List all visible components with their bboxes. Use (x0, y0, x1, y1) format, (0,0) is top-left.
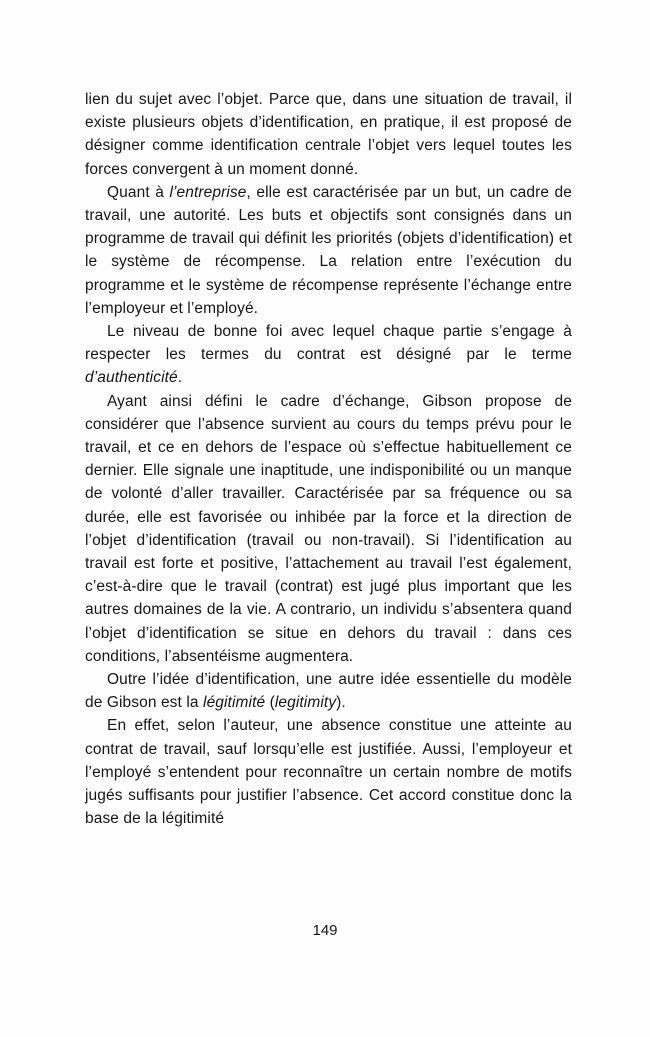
text-segment: . (177, 369, 183, 387)
italic-text-segment: légitimité (203, 694, 266, 712)
paragraph (85, 714, 572, 830)
italic-text-segment: d’authenticité (85, 369, 178, 387)
page-text (85, 88, 572, 831)
paragraph (85, 390, 572, 668)
italic-text-segment: legitimity (274, 694, 337, 712)
text-segment: ). (336, 694, 346, 712)
text-segment: Quant à (107, 183, 170, 201)
italic-text-segment: l’entreprise (169, 183, 247, 201)
text-segment: En effet, selon l’auteur, une absence constitue une atteinte au contrat de travail, sauf lorsqu’elle est justifiée. Aussi, l’employeur et l’employé s’entendent pour reconnaître un certain nombre de motifs jugés suffisants pour justifier l’absence. Cet accord constitue donc la base de la légitimité (85, 717, 572, 828)
text-segment: Ayant ainsi défini le cadre d’échange, Gibson propose de considérer que l’absence survient au cours du temps prévu pour le travail, et ce en dehors de l’espace où s’effectue habituellement ce dernier. Elle signale une inaptitude, une indisponibilité ou un manque de volonté d’aller travailler. Caractérisée par sa fréquence ou sa durée, elle est favorisée ou inhibée par la force et la direction de l’objet d’identification (travail ou non-travail). Si l’identification au travail est forte et positive, l’attachement au travail l’est également, c’est-à-dire que le travail (contrat) est jugé plus important que les autres domaines de la vie. A contrario, un individu s’absentera quand l’objet d’identification se situe en dehors du travail : dans ces conditions, l’absentéisme augmentera. (85, 392, 572, 665)
paragraph (85, 320, 572, 390)
paragraph (85, 88, 572, 181)
text-segment: Le niveau de bonne foi avec lequel chaque partie s’engage à respecter les termes du contrat est désigné par le terme (85, 323, 572, 364)
text-segment: ( (265, 694, 275, 712)
paragraph (85, 181, 572, 320)
text-segment: Outre l’idée d’identification, une autre idée essentielle du modèle de Gibson est la (85, 671, 572, 712)
text-segment: , elle est caractérisée par un but, un cadre de travail, une autorité. Les buts et objectifs sont consignés dans un programme de travail qui définit les priorités (objets d’identification) et le système de récompense. La relation entre l’exécution du programme et le système de récompense représente l’échange entre l’employeur et l’employé. (85, 183, 572, 317)
text-segment: lien du sujet avec l’objet. Parce que, dans une situation de travail, il existe plusieurs objets d’identification, en pratique, il est proposé de désigner comme identification centrale l’objet vers lequel toutes les forces convergent à un moment donné. (85, 91, 572, 178)
paragraph (85, 668, 572, 714)
page-number: 149 (312, 922, 338, 939)
